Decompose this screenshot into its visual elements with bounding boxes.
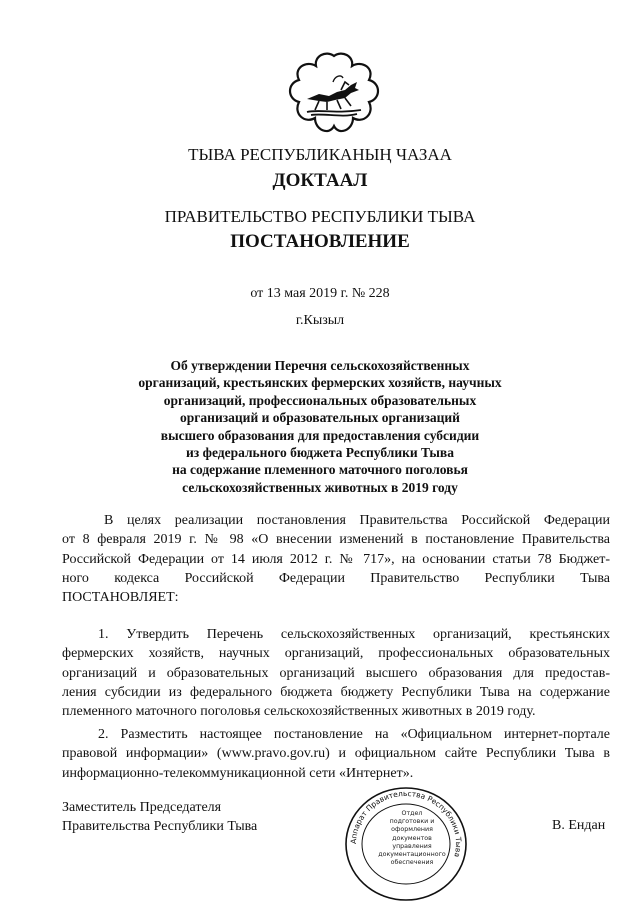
stamp-line: подготовки и — [389, 818, 435, 826]
title-line: из федерального бюджета Республики Тыва — [186, 445, 454, 461]
document-city: г.Кызыл — [295, 313, 345, 328]
coat-of-arms-emblem — [285, 52, 383, 138]
signatory-position-line: Правительства Республики Тыва — [62, 819, 258, 834]
title-line: организаций, крестьянских фермерских хозяйств, научных — [138, 375, 502, 391]
header-government: ПРАВИТЕЛЬСТВО РЕСПУБЛИКИ ТЫВА — [164, 207, 476, 226]
clause-1 — [62, 625, 610, 721]
paragraph-line: правовой информации» (www.pravo.gov.ru) и официальном сайте Республики Тыва в — [62, 746, 610, 762]
stamp-line: Отдел — [401, 810, 423, 817]
header-tyva-doc-type: ДОКТААЛ — [272, 170, 368, 191]
stamp-line: документационного — [378, 851, 446, 859]
stamp-line: оформления документов — [391, 826, 433, 842]
title-line: организаций, профессиональных образовательных — [163, 392, 477, 408]
stamp-line: управления — [392, 842, 432, 850]
signatory-name: В. Ендан — [552, 818, 606, 833]
document-title — [100, 357, 540, 496]
paragraph-line: ного кодекса Российской Федерации Правительство Республики Тыва — [62, 570, 610, 586]
paragraph-line: от 8 февраля 2019 г. № 98 «О внесении изменений в постановление Правительства — [62, 532, 610, 548]
title-line: Об утверждении Перечня сельскохозяйственных — [170, 358, 470, 373]
header-doc-type: ПОСТАНОВЛЕНИЕ — [230, 231, 410, 252]
paragraph-line: 2. Разместить настоящее постановление на «Официальном интернет-портале — [98, 727, 610, 742]
paragraph-line: ления субсидии из федерального бюджета бюджету Республики Тыва на содержание — [62, 684, 610, 700]
paragraph-line: информационно-телекоммуникационной сети «Интернет». — [62, 765, 414, 781]
paragraph-line: ПОСТАНОВЛЯЕТ: — [62, 590, 179, 606]
paragraph-line: 1. Утвердить Перечень сельскохозяйственных организаций, крестьянских — [98, 627, 610, 642]
intro-paragraph — [62, 511, 610, 607]
header-tyva-government: ТЫВА РЕСПУБЛИКАНЫҢ ЧАЗАА — [188, 145, 452, 164]
document-date-number: от 13 мая 2019 г. № 228 — [250, 286, 390, 301]
stamp-inner-text — [372, 810, 452, 867]
paragraph-line: фермерских хозяйств, научных организаций, профессиональных образовательных — [62, 646, 610, 662]
signatory-position-line: Заместитель Председателя — [62, 800, 222, 815]
paragraph-line: Российской Федерации от 14 июля 2012 г. № 717», на основании статьи 78 Бюджет- — [62, 551, 610, 567]
paragraph-line: организаций и образовательных организаций высшего образования для предостав- — [62, 665, 610, 681]
stamp-ring-text: Аппарат Правительства Республики Тыва — [348, 788, 464, 859]
paragraph-line: племенного маточного поголовья сельскохозяйственных животных в 2019 году. — [62, 704, 536, 720]
stamp-line: обеспечения — [390, 859, 434, 867]
title-line: сельскохозяйственных животных в 2019 году — [182, 479, 458, 495]
title-line: высшего образования для предоставления субсидии — [160, 427, 480, 443]
paragraph-line: В целях реализации постановления Правительства Российской Федерации — [104, 513, 610, 528]
title-line: на содержание племенного маточного поголовья — [172, 462, 468, 478]
signatory-position — [62, 798, 257, 836]
clause-2 — [62, 725, 610, 783]
title-line: организаций и образовательных организаций — [180, 410, 460, 426]
